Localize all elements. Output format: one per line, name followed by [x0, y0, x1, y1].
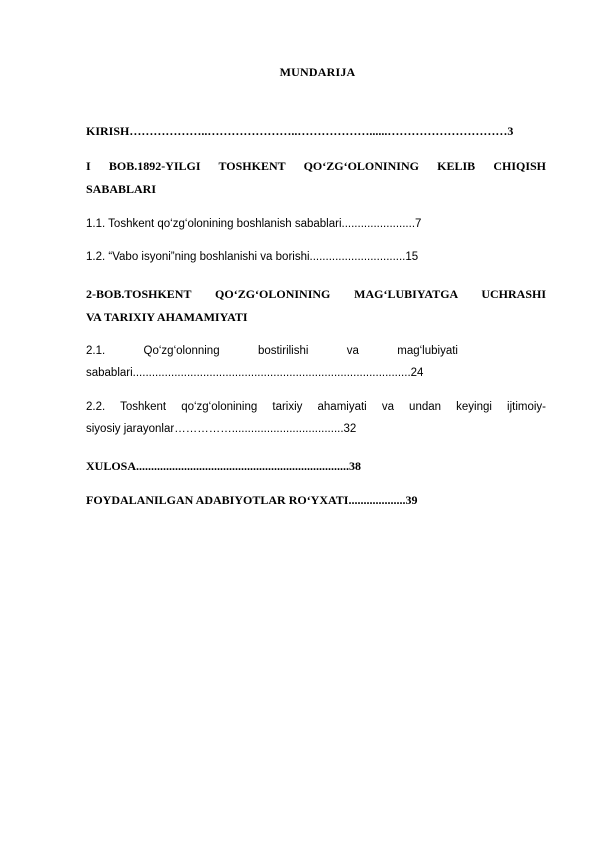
- toc-chapter-1-title-line2: SABABLARI: [86, 182, 157, 196]
- toc-entry-2-1-line1: 2.1. Qo‘zg‘olonning bostirilishi va mag‘lubiyati: [86, 345, 458, 357]
- toc-entry-xulosa: XULOSA.......................................................................38: [86, 459, 362, 473]
- toc-entry-kirish: KIRISH………………..…………………..………………......…………………………3: [86, 124, 514, 138]
- page-title: MUNDARIJA: [279, 65, 356, 79]
- toc-entry-2-2-line2: siyosiy jarayonlar……………...................................32: [86, 423, 357, 435]
- toc-chapter-2-title-line2: VA TARIXIY AHAMAMIYATI: [86, 310, 248, 324]
- toc-chapter-1-title-line1: I BOB.1892-YILGI TOSHKENT QO‘ZG‘OLONINING KELIB CHIQISH: [86, 159, 546, 173]
- toc-entry-adabiyotlar: FOYDALANILGAN ADABIYOTLAR RO‘YXATI...................39: [86, 493, 418, 507]
- toc-chapter-2-title-line1: 2-BOB.TOSHKENT QO‘ZG‘OLONINING MAG‘LUBIYATGA UCHRASHI: [86, 287, 546, 301]
- toc-entry-2-1-line2: sabablari.......................................................................................24: [86, 367, 424, 379]
- toc-entry-1-2: 1.2. “Vabo isyoni”ning boshlanishi va borishi..............................15: [86, 251, 419, 263]
- toc-entry-1-1: 1.1. Toshkent qo‘zg‘olonining boshlanish sabablari.......................7: [86, 218, 422, 230]
- toc-entry-2-2-line1: 2.2. Toshkent qo‘zg‘olonining tarixiy ahamiyati va undan keyingi ijtimoiy-: [86, 401, 546, 413]
